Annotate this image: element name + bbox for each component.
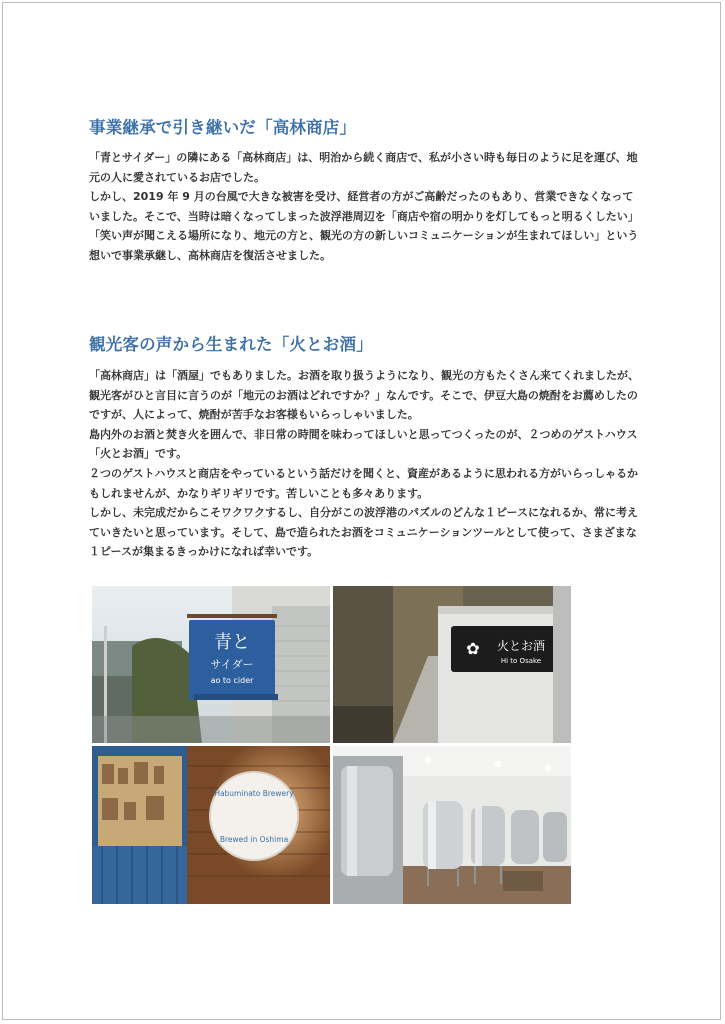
svg-text:✿: ✿: [466, 639, 480, 658]
photo-hi-to-osake-sign: [333, 586, 571, 743]
photo-collage: [92, 586, 571, 904]
photo-brewery-tanks: [333, 746, 571, 904]
section1-paragraph: しかし、2019 年 9 月の台風で大きな被害を受け、経営者の方がご高齢だったのもあり、営業できなくなっていました。そこで、当時は暗くなってしまった波浮港周辺を「商店や宿の明かりを灯してもっと明るくしたい」「笑い声が聞こえる場所になり、地元の方と、観光の方の新しいコミュニケーションが生まれてほしい」という想いで事業承継し、高林商店を復活させました。: [89, 190, 639, 262]
section2-paragraph: ２つのゲストハウスと商店をやっているという話だけを聞くと、資産があるように思われる方がいらっしゃるかもしれませんが、かなりギリギリです。苦しいことも多々あります。: [89, 466, 639, 500]
sign1-line1: 青と: [214, 632, 250, 653]
section2-paragraph: 「高林商店」は「酒屋」でもありました。お酒を取り扱うようになり、観光の方もたくさん来てくれましたが、観光客がひと言目に言うのが「地元のお酒はどれですか？」なんです。そこで、伊豆大島の焼酎をお薦めしたのですが、人によって、焼酎が苦手なお客様もいらっしゃいました。: [89, 369, 639, 422]
section2-paragraph: しかし、未完成だからこそワクワクするし、自分がこの波浮港のパズルのどんな１ピースになれるか、常に考えていきたいと思っています。そして、島で造られたお酒をコミュニケーションツールとして使って、さまざまな１ピースが集まるきっかけになれば幸いです。: [89, 506, 639, 559]
section2-heading: 観光客の声から生まれた「火とお酒」: [89, 335, 373, 354]
sign1-line2: サイダー: [210, 658, 254, 671]
sign1-line3: ao to cider: [210, 676, 254, 685]
photo-brewery-badge: [92, 746, 330, 904]
section1-paragraph: 「青とサイダー」の隣にある「高林商店」は、明治から続く商店で、私が小さい時も毎日のように足を運び、地元の人に愛されているお店でした。: [89, 151, 638, 184]
badge-bottom-text: Brewed in Oshima: [219, 835, 289, 844]
section1-heading: 事業継承で引き継いだ「高林商店」: [89, 118, 357, 137]
section2-body: [89, 366, 639, 562]
sign2-main: 火とお酒: [496, 639, 546, 653]
badge-top-text: Habuminato Brewery: [214, 789, 294, 798]
section2-paragraph: 島内外のお酒と焚き火を囲んで、非日常の時間を味わってほしいと思ってつくったのが、２つめのゲストハウス「火とお酒」です。: [89, 427, 638, 461]
photo-ao-to-cider-sign: [92, 586, 330, 743]
sign2-sub: Hi to Osake: [500, 657, 542, 665]
section1-body: [89, 148, 639, 266]
